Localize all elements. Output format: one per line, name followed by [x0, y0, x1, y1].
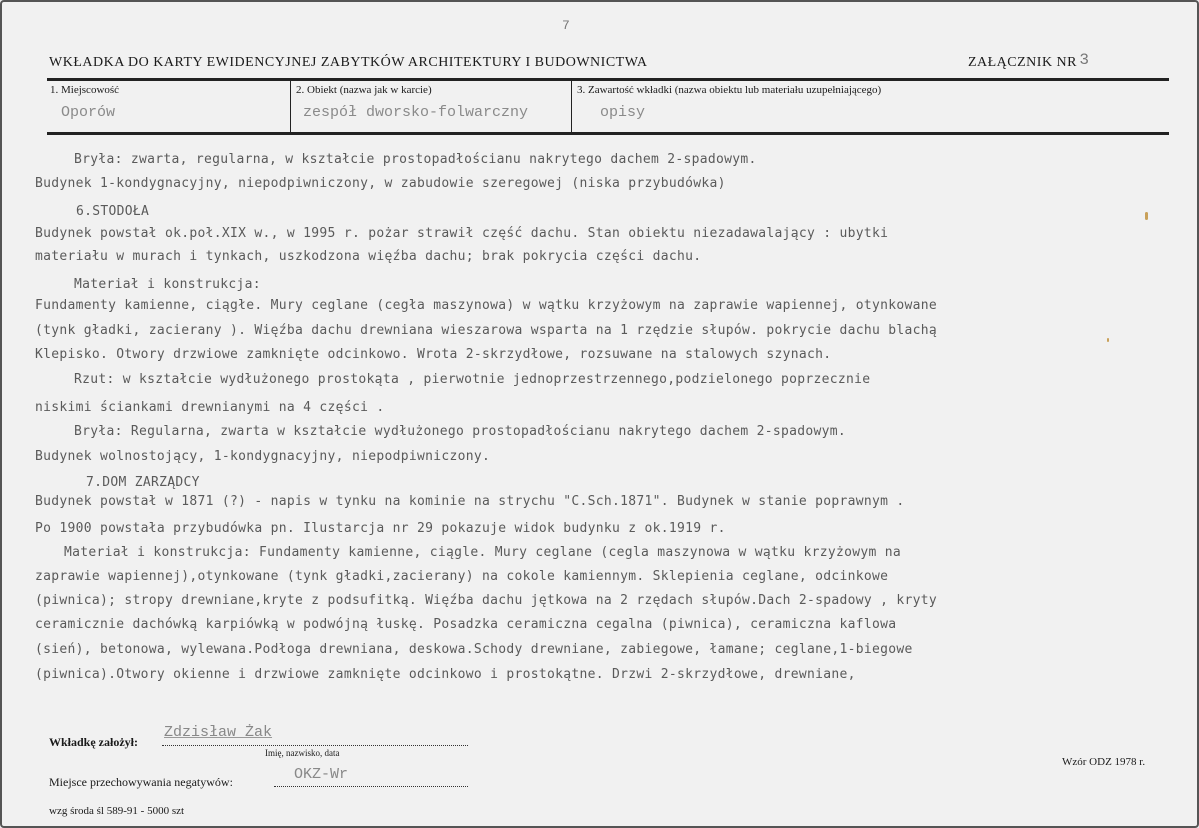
body-line: (sień), betonowa, wylewana.Podłoga drewniana, deskowa.Schody drewniane, zabiegowe, łamane; ceglane,1-biegowe	[35, 642, 913, 657]
body-line: (piwnica).Otwory okienne i drzwiowe zamknięte odcinkowo i prostokątne. Drzwi 2-skrzydłowe, drewniane,	[35, 667, 856, 682]
section-heading: 6.STODOŁA	[76, 204, 150, 219]
founder-label: Wkładkę założył:	[49, 735, 138, 749]
body-line: Fundamenty kamienne, ciągłe. Mury ceglane (cegła maszynowa) w wątku krzyżowym na zaprawie wapiennej, otynkowane	[35, 298, 938, 313]
body-line: Materiał i konstrukcja:	[74, 277, 261, 292]
field-contents-label: 3. Zawartość wkładki (nazwa obiektu lub materiału uzupełniającego)	[577, 84, 882, 96]
founder-sublabel: Imię, nazwisko, data	[265, 748, 340, 758]
body-line: (tynk gładki, zacierany ). Więźba dachu drewniana wieszarowa wsparta na 1 rzędzie słupów. pokrycie dachu blachą	[35, 323, 938, 338]
field-object-label: 2. Obiekt (nazwa jak w karcie)	[296, 84, 432, 96]
body-line: Klepisko. Otwory drzwiowe zamknięte odcinkowo. Wrota 2-skrzydłowe, rozsuwane na stalowych szynach.	[35, 347, 832, 362]
margin-mark	[1145, 212, 1148, 220]
body-line: Budynek powstał w 1871 (?) - napis w tynku na kominie na strychu "C.Sch.1871". Budynek w stanie poprawnym .	[35, 494, 905, 509]
fields-bottom-rule	[47, 132, 1169, 135]
attachment-label: ZAŁĄCZNIK NR	[967, 55, 1077, 70]
attachment-number: 3	[1079, 51, 1089, 69]
field-locality	[47, 80, 290, 132]
body-line: zaprawie wapiennej),otynkowane (tynk gładki,zacierany) na cokole kamiennym. Sklepienia ceglane, odcinkowe	[35, 569, 889, 584]
field-separator	[290, 80, 291, 132]
body-line: Materiał i konstrukcja: Fundamenty kamienne, ciągle. Mury ceglane (cegla maszynowa w wątku krzyżowym na	[64, 545, 902, 560]
field-contents	[574, 80, 1164, 132]
body-line: Po 1900 powstała przybudówka pn. Ilustarcja nr 29 pokazuje widok budynku z ok.1919 r.	[35, 521, 726, 536]
body-line: Budynek powstał ok.poł.XIX w., w 1995 r. pożar strawił część dachu. Stan obiektu niezadawalający : ubytki	[35, 226, 889, 241]
founder-line	[162, 745, 468, 746]
body-line: ceramicznie dachówką karpiówką w podwójną łuskę. Posadzka ceramiczna cegalna (piwnica), ceramiczna kaflowa	[35, 617, 897, 632]
founder-value: Zdzisław Żak	[164, 724, 273, 741]
field-separator	[571, 80, 572, 132]
negatives-line	[274, 786, 468, 787]
body-line: niskimi ściankami drewnianymi na 4 części .	[35, 400, 385, 415]
negatives-label: Miejsce przechowywania negatywów:	[49, 775, 233, 789]
document-title: WKŁADKA DO KARTY EWIDENCYJNEJ ZABYTKÓW ARCHITEKTURY I BUDOWNICTWA	[49, 55, 648, 70]
body-line: (piwnica); stropy drewniane,kryte z podsufitką. Więźba dachu jętkowa na 2 rzędach słupów.Dach 2-spadowy , kryty	[35, 593, 938, 608]
negatives-value: OKZ-Wr	[294, 766, 349, 783]
body-line: Bryła: Regularna, zwarta w kształcie wydłużonego prostopadłościanu nakrytego dachem 2-spadowym.	[74, 424, 847, 439]
margin-mark	[1107, 338, 1109, 342]
section-heading: 7.DOM ZARZĄDCY	[86, 475, 200, 490]
field-row	[47, 80, 1169, 132]
field-locality-value: Oporów	[61, 104, 116, 121]
field-object-value: zespół dworsko-folwarczny	[303, 104, 529, 121]
field-locality-label: 1. Miejscowość	[50, 84, 120, 96]
field-contents-value: opisy	[600, 104, 646, 121]
field-object	[293, 80, 571, 132]
body-line: Budynek wolnostojący, 1-kondygnacyjny, niepodpiwniczony.	[35, 449, 491, 464]
page-number: 7	[562, 18, 570, 33]
body-line: materiału w murach i tynkach, uszkodzona więźba dachu; brak pokrycia części dachu.	[35, 249, 702, 264]
template-label: Wzór ODZ 1978 r.	[1062, 756, 1146, 768]
body-line: Rzut: w kształcie wydłużonego prostokąta , pierwotnie jednoprzestrzennego,podzielonego poprzecznie	[74, 372, 871, 387]
body-line: Budynek 1-kondygnacyjny, niepodpiwniczony, w zabudowie szeregowej (niska przybudówka)	[35, 176, 726, 191]
body-line: Bryła: zwarta, regularna, w kształcie prostopadłościanu nakrytego dachem 2-spadowym.	[74, 152, 757, 167]
print-info: wzg środa śl 589-91 - 5000 szt	[49, 805, 185, 817]
